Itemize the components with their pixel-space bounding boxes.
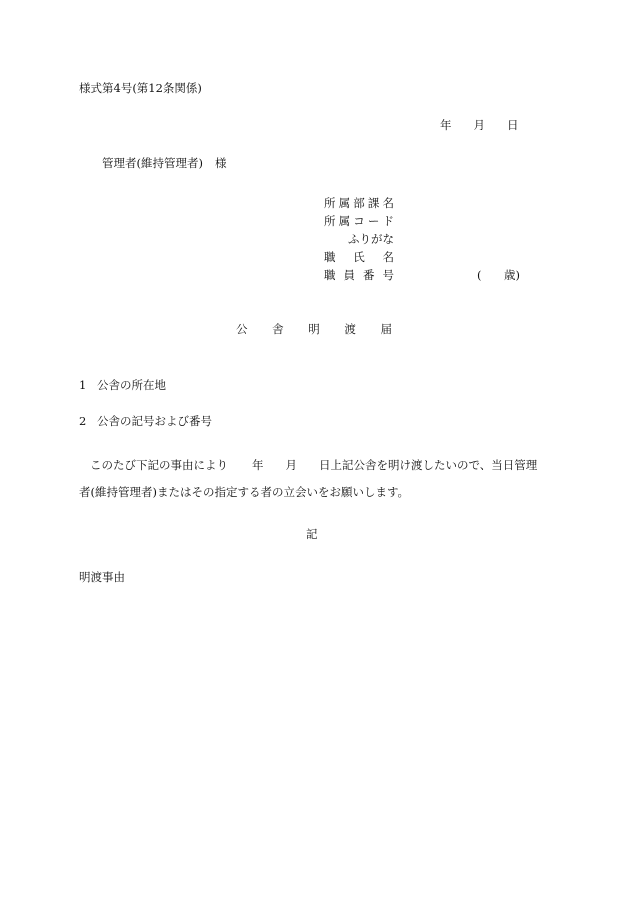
title-char: 明: [308, 322, 320, 336]
applicant-department-row: [324, 194, 394, 212]
body-text-line-1: [90, 460, 537, 472]
body-month: 月: [285, 458, 297, 472]
furigana-label: ふりがな: [348, 232, 394, 246]
item-symbol-number: [79, 416, 212, 428]
code-label: 所属コード: [324, 214, 394, 228]
body-part1: このたび下記の事由により: [90, 458, 228, 472]
date-line: [440, 120, 519, 132]
age-close: 歳): [504, 268, 520, 282]
item-label: 公舎の記号および番号: [97, 414, 212, 428]
date-year: 年: [440, 118, 452, 132]
ki-heading: 記: [306, 527, 318, 541]
applicant-code-row: [324, 212, 394, 230]
body-text-line-2: 者(維持管理者)またはその指定する者の立会いをお願いします。: [79, 485, 410, 499]
addressee: [102, 158, 226, 170]
age-open-paren: (: [477, 268, 482, 282]
item-location: [79, 380, 166, 392]
title-char: 渡: [344, 322, 356, 336]
title-char: 公: [236, 322, 248, 336]
addressee-honorific: 様: [214, 156, 227, 170]
document-title: [236, 324, 392, 336]
addressee-name: 管理者(維持管理者): [102, 156, 203, 170]
employee-no-label: 職員番号: [324, 268, 394, 282]
applicant-employee-no-row: [324, 266, 520, 284]
date-day: 日: [507, 118, 519, 132]
item-number: 2: [79, 414, 87, 428]
item-number: 1: [79, 378, 87, 392]
title-char: 舎: [272, 322, 284, 336]
date-month: 月: [473, 118, 485, 132]
item-label: 公舎の所在地: [97, 378, 166, 392]
title-char: 届: [380, 322, 392, 336]
reason-label: 明渡事由: [79, 570, 125, 584]
form-number: 様式第4号(第12条関係): [79, 81, 202, 95]
applicant-block: [324, 194, 520, 284]
applicant-furigana-row: [324, 230, 394, 248]
body-year: 年: [252, 458, 264, 472]
body-part2: 日上記公舎を明け渡したいので、当日管理: [319, 458, 538, 472]
applicant-name-row: [324, 248, 394, 266]
department-label: 所属部課名: [324, 196, 394, 210]
name-label: 職氏名: [324, 250, 394, 264]
